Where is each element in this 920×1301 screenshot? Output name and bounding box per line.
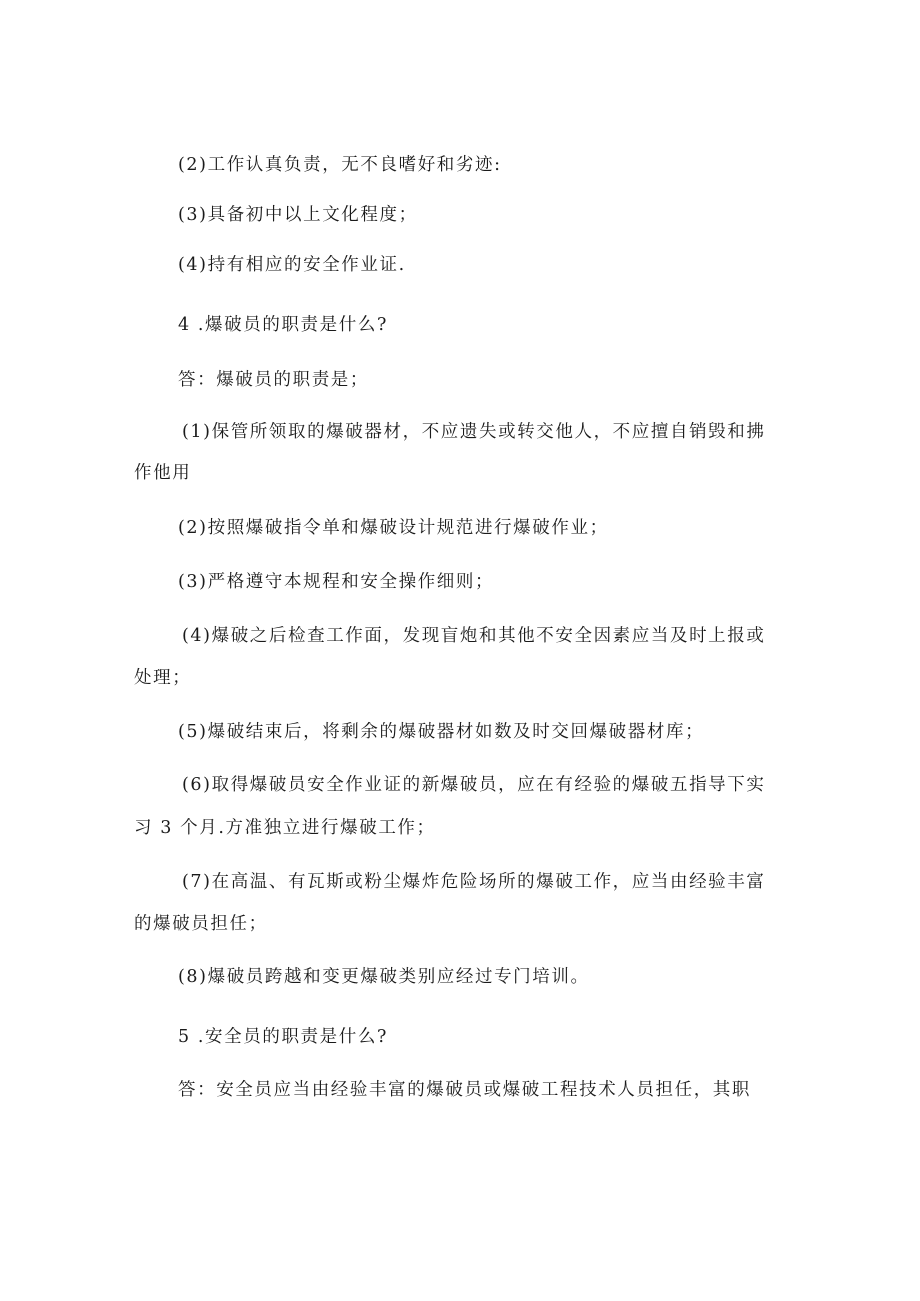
question-4-heading: 4 .爆破员的职责是什么? (178, 315, 388, 335)
question-5-heading: 5 .安全员的职责是什么? (178, 1027, 388, 1047)
list-item-2: (2)工作认真负责，无不良嗜好和劣迹: (178, 155, 502, 175)
duty-item-6-continued: 习 3 个月.方准独立进行爆破工作； (134, 818, 436, 838)
duty-item-7-continued: 的爆破员担任； (134, 914, 268, 934)
answer-5-intro: 答：安全员应当由经验丰富的爆破员或爆破工程技术人员担任，其职 (178, 1080, 751, 1100)
duty-item-8: (8)爆破员跨越和变更爆破类别应经过专门培训。 (178, 967, 590, 987)
duty-item-4-continued: 处理； (134, 668, 192, 688)
list-item-3: (3)具备初中以上文化程度； (178, 205, 418, 225)
duty-item-7: (7)在高温、有瓦斯或粉尘爆炸危险场所的爆破工作，应当由经验丰富 (182, 872, 766, 892)
duty-item-1-continued: 作他用 (134, 463, 192, 483)
duty-item-5: (5)爆破结束后，将剩余的爆破器材如数及时交回爆破器材库； (178, 722, 705, 742)
duty-item-3: (3)严格遵守本规程和安全操作细则； (178, 572, 495, 592)
duty-item-6: (6)取得爆破员安全作业证的新爆破员，应在有经验的爆破五指导下实 (182, 775, 766, 795)
duty-item-1: (1)保管所领取的爆破器材，不应遗失或转交他人，不应擅自销毁和拂 (182, 422, 766, 442)
list-item-4: (4)持有相应的安全作业证. (178, 255, 406, 275)
duty-item-4: (4)爆破之后检查工作面，发现盲炮和其他不安全因素应当及时上报或 (182, 626, 766, 646)
duty-item-2: (2)按照爆破指令单和爆破设计规范进行爆破作业； (178, 518, 609, 538)
answer-4-intro: 答：爆破员的职责是； (178, 370, 369, 390)
